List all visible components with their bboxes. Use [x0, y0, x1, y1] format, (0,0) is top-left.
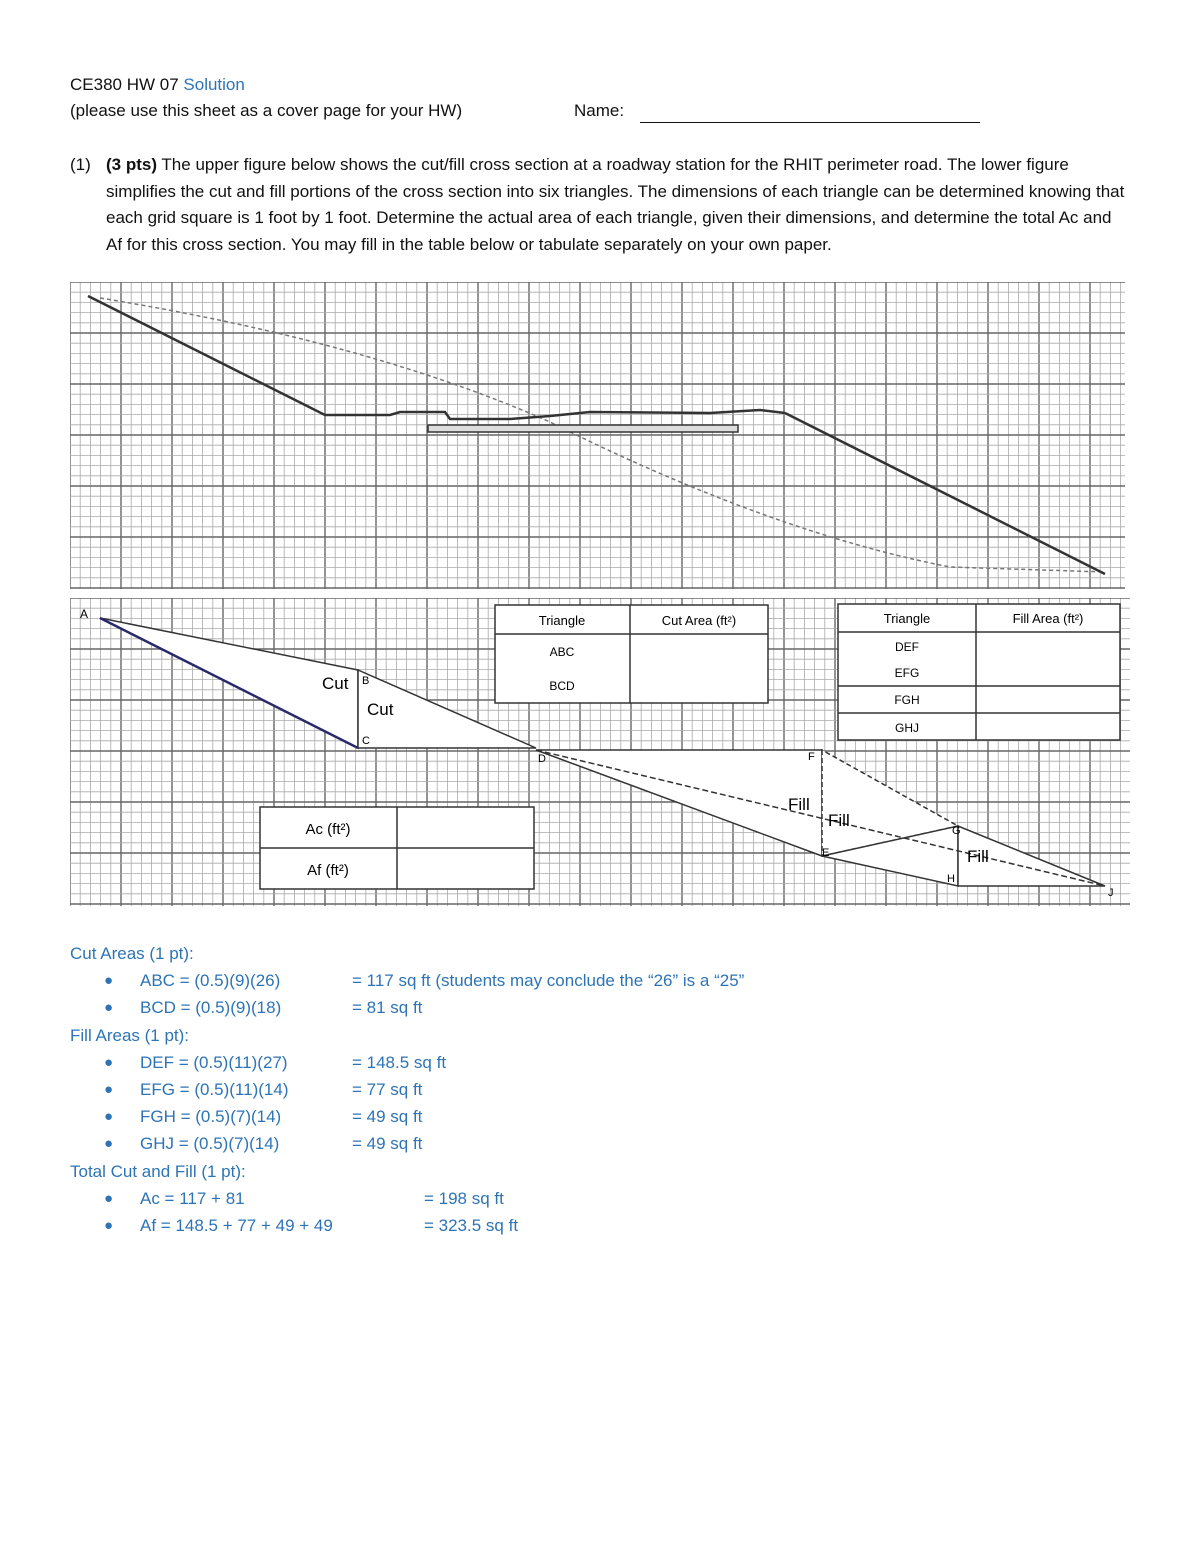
point-label-f: F [808, 751, 815, 763]
answer-row [70, 1076, 423, 1103]
course-title: CE380 HW 07 [70, 75, 179, 94]
upper-cross-section-figure [70, 282, 1125, 589]
fill-table-row-def: DEF [895, 640, 919, 654]
answer-formula: FGH = (0.5)(7)(14) [140, 1107, 282, 1127]
cut-slope-line [88, 296, 325, 415]
totals-input-cell[interactable] [398, 808, 533, 888]
bullet-icon: ● [104, 1216, 114, 1234]
cut-table-row-bcd: BCD [549, 679, 575, 693]
fill-areas-heading: Fill Areas (1 pt): [70, 1025, 190, 1045]
question-text: The upper figure below shows the cut/fill cross section at a roadway station for the RHIT perimeter road. The lower figure simplifies the cut and fill portions of the cross section into six triangles. The dimensions of each triangle can be determined knowing that each grid square is 1 foot by 1 foot. Determine the actual area of each triangle, given their dimensions, and determine the total Ac and Af for this cross section. You may fill in the table below or tabulate separately on your own paper. [106, 155, 1125, 254]
point-label-h: H [947, 873, 955, 885]
answer-formula: Af = 148.5 + 77 + 49 + 49 [140, 1215, 333, 1235]
bullet-icon: ● [104, 1108, 114, 1126]
cut-areas-heading: Cut Areas (1 pt): [70, 944, 194, 963]
question-block [70, 152, 1130, 258]
region-label-cut-abc: Cut [322, 674, 349, 693]
cover-note: (please use this sheet as a cover page for your HW) [70, 101, 463, 120]
answer-formula: DEF = (0.5)(11)(27) [140, 1052, 288, 1072]
point-label-d: D [538, 753, 546, 765]
fill-table-row-ghj: GHJ [895, 721, 919, 735]
pavement-layer [428, 425, 738, 432]
bullet-icon: ● [104, 1135, 114, 1153]
answer-row [70, 994, 423, 1021]
cut-table-header-area: Cut Area (ft²) [661, 613, 737, 628]
answer-result: = 77 sq ft [352, 1079, 423, 1099]
title-line [70, 74, 245, 96]
answer-formula: BCD = (0.5)(9)(18) [140, 998, 282, 1018]
point-label-c: C [362, 735, 370, 747]
bullet-icon: ● [104, 1053, 114, 1071]
bullet-icon: ● [104, 1080, 114, 1098]
totals-ac-label: Ac (ft²) [305, 821, 351, 838]
answer-result: = 148.5 sq ft [352, 1052, 447, 1072]
fill-area-input-cell[interactable] [977, 633, 1119, 739]
totals-af-label: Af (ft²) [307, 862, 349, 879]
fill-area-table [838, 604, 1120, 740]
fill-slope-line [785, 413, 1105, 574]
point-label-a: A [80, 607, 89, 621]
cut-table-header-triangle: Triangle [538, 613, 586, 628]
answer-formula: ABC = (0.5)(9)(26) [140, 971, 281, 991]
answer-result: = 49 sq ft [352, 1107, 423, 1127]
question-points: (3 pts) [106, 155, 157, 174]
name-label: Name: [574, 101, 625, 120]
answer-formula: Ac = 117 + 81 [140, 1188, 245, 1208]
region-label-cut-bcd: Cut [367, 700, 394, 719]
fill-table-header-area: Fill Area (ft²) [1012, 611, 1084, 626]
grid-paper [70, 282, 1125, 589]
answer-row [70, 1185, 504, 1212]
answer-row [70, 1212, 519, 1239]
answer-row [70, 1049, 447, 1076]
point-label-e: E [822, 847, 830, 859]
bullet-icon: ● [104, 972, 114, 990]
point-label-j: J [1108, 887, 1114, 899]
answer-formula: GHJ = (0.5)(7)(14) [140, 1134, 280, 1154]
point-label-g: G [952, 825, 961, 837]
answer-row [70, 967, 745, 994]
bullet-icon: ● [104, 999, 114, 1017]
solution-label: Solution [183, 75, 245, 94]
answer-row [70, 1103, 423, 1130]
answer-result: = 49 sq ft [352, 1134, 423, 1154]
cut-area-input-cell[interactable] [631, 635, 767, 702]
triangle-def [536, 750, 822, 856]
answer-row [70, 1130, 423, 1157]
region-label-fill-efg: Fill [828, 811, 850, 830]
region-label-fill-ghj: Fill [967, 847, 989, 866]
answer-result: = 198 sq ft [424, 1188, 504, 1208]
answer-result: = 323.5 sq ft [424, 1215, 519, 1235]
lower-triangles-figure [70, 598, 1130, 906]
question-number: (1) [70, 155, 91, 174]
answer-result: = 117 sq ft (students may conclude the “26” is a “25” [352, 971, 745, 991]
region-label-fill-def: Fill [788, 795, 810, 814]
name-field-line[interactable] [640, 122, 980, 123]
answer-result: = 81 sq ft [352, 998, 423, 1018]
answer-formula: EFG = (0.5)(11)(14) [140, 1079, 289, 1099]
total-heading: Total Cut and Fill (1 pt): [70, 1161, 246, 1181]
cut-table-row-abc: ABC [549, 645, 575, 659]
fill-table-row-efg: EFG [894, 666, 920, 680]
point-label-b: B [362, 675, 370, 687]
bullet-icon: ● [104, 1189, 114, 1207]
solution-answers [70, 940, 745, 1239]
fill-table-header-triangle: Triangle [883, 611, 931, 626]
fill-table-row-fgh: FGH [894, 693, 920, 707]
cut-area-table [495, 605, 768, 703]
totals-table [260, 807, 534, 889]
